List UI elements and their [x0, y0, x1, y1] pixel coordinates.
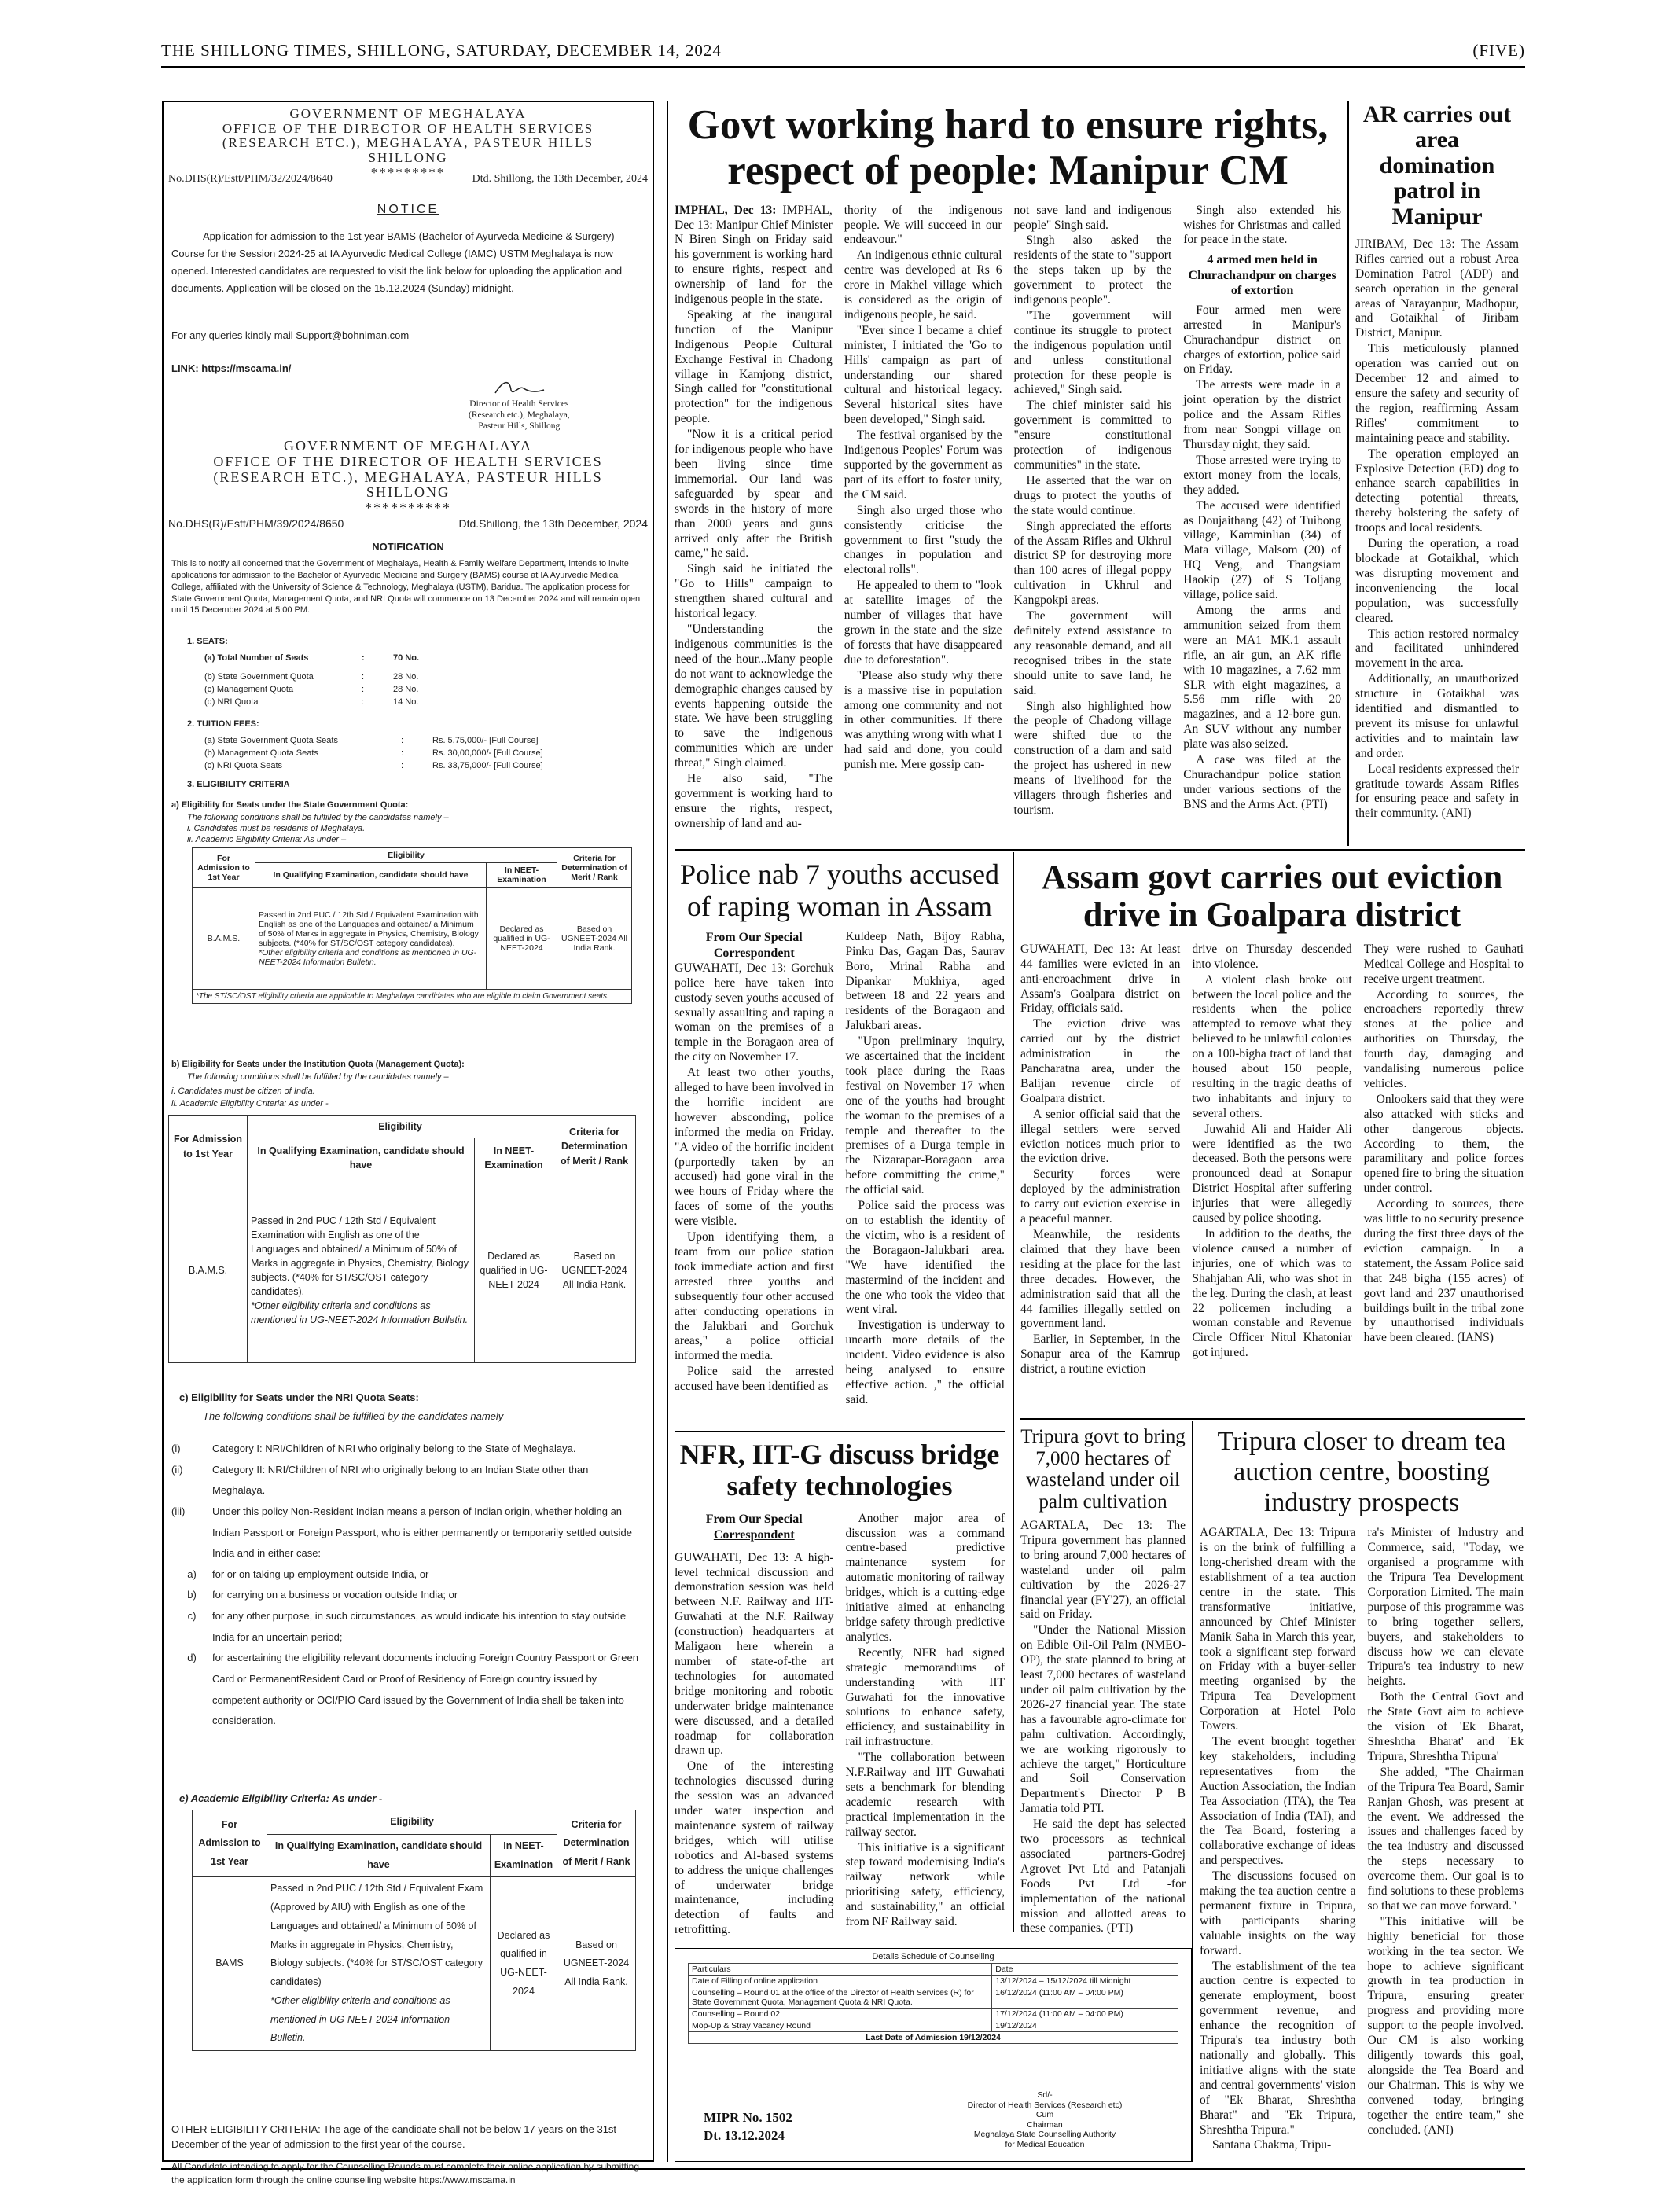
paragraph: Onlookers said that they were also attacked with sticks and other dangerous objects. According to them, the paramilitary and police forces opened fire to bring the situation under control.: [1363, 1092, 1524, 1196]
fee-row: [204, 748, 613, 760]
paragraph: The event brought together key stakeholders, including representatives from the Auction Association, the Indian Tea Association (ITA), the Tea Association of India (TAI), and the Tea Board, fostering a collaborative exchange of ideas and perspectives.: [1200, 1734, 1356, 1868]
mipr-block: [704, 2109, 792, 2145]
qualifying-text: Passed in 2nd PUC / 12th Std / Equivalent Examination with English as one of the Languages and obtained/ a Minimum of 50% of Marks in aggregate in Physics, Chemistry, Biology subjects. (*40% for ST/SC/OST category candidates).: [251, 1215, 469, 1298]
nri-sub-text: for or on taking up employment outside India, or: [212, 1568, 429, 1580]
paragraph: The discussions focused on making the tea auction centre a permanent fixture in Tripura, with participants sharing valuable insights on the way forward.: [1200, 1869, 1356, 1957]
headline: Govt working hard to ensure rights, respect of people: Manipur CM: [687, 102, 1329, 194]
masthead-left: THE SHILLONG TIMES, SHILLONG, SATURDAY, DECEMBER 14, 2024: [161, 41, 722, 60]
fee-amount: Rs. 30,00,000/- [Full Course]: [432, 748, 543, 758]
dateline: IMPHAL, Dec 13:: [675, 203, 777, 217]
nri-sub-item: [171, 1564, 643, 1586]
paragraph: They were rushed to Gauhati Medical College and Hospital to receive urgent treatment.: [1363, 942, 1524, 986]
sign-line: for Medical Education: [1005, 2139, 1085, 2149]
article-column: [1192, 943, 1351, 1378]
col-criteria: Criteria for Determination of Merit / Rank: [553, 1116, 636, 1178]
gov-line: SHILLONG: [368, 150, 448, 166]
other-eligibility: OTHER ELIGIBILITY CRITERIA: The age of the candidate shall not be below 17 years on the 31st December of the year of admission to the first year of the course.: [171, 2123, 617, 2150]
qualifying-cell: [248, 1178, 475, 1363]
nri-sub-num: b): [187, 1589, 197, 1601]
signature-icon: [492, 377, 547, 398]
sign-line: Pasteur Hills, Shillong: [478, 421, 561, 431]
fee-row: [204, 735, 613, 748]
col-criteria: Criteria for Determination of Merit / Rank: [557, 848, 632, 888]
paragraph: He also said, "The government is working hard to ensure the rights, respect, ownership of land and au-: [675, 772, 833, 830]
paragraph: Singh also urged those who consistently criticise the government to first "study the changes in population and electoral rolls".: [844, 503, 1002, 577]
paragraph: Both the Central Govt and the State Govt aim to achieve the vision of 'Ek Bharat, Shreshtha Bharat' and 'Ek Tripura, Shreshtha Tripura': [1367, 1690, 1524, 1763]
nri-item-num: (ii): [171, 1463, 183, 1476]
article-column: [1364, 943, 1524, 1378]
nri-sub-num: a): [187, 1568, 197, 1580]
nri-quota-sub: The following conditions shall be fulfilled by the candidates namely –: [203, 1410, 513, 1422]
ad-signatory: [911, 2090, 1178, 2150]
gov-line: *********: [370, 164, 446, 180]
criteria-cell: Based on UGNEET-2024 All India Rank.: [557, 888, 632, 990]
paragraph: Singh also asked the residents of the state to "support the steps taken up by the government to protect the indigenous people".: [1013, 233, 1172, 307]
paragraph: Earlier, in September, in the Sonapur area of the Kamrup district, a routine eviction: [1020, 1332, 1181, 1377]
section-rule: [675, 1431, 1005, 1432]
notice2-title: NOTIFICATION: [372, 541, 444, 553]
course-cell: B.A.M.S.: [193, 888, 255, 990]
qualifying-text: Passed in 2nd PUC / 12th Std / Equivalent Exam (Approved by AIU) with English as one of the Languages and obtained/ a Minimum of 50% of Marks in aggregate in Physics, Chemistry, Biology subjects. (*40% for ST/SC/OST category candidates): [270, 1883, 483, 1987]
paragraph: During the operation, a road blockade at Gotaikhal, which was disrupting movement and inconveniencing the local population, was successfully cleared.: [1355, 537, 1519, 625]
qualifying-note: *Other eligibility criteria and conditions as mentioned in UG-NEET-2024 Information Bulletin.: [259, 947, 477, 967]
paragraph: JIRIBAM, Dec 13: The Assam Rifles carried out a robust Area Domination Patrol (ADP) and search operation in the general areas of Narayanpur, Madhopur, and Gotaikhal of Jiribam District, Manipur.: [1355, 237, 1519, 340]
paragraph: "Under the National Mission on Edible Oil-Oil Palm (NMEO-OP), the state planned to bring at least 7,000 hectares of wasteland under oil palm cultivation by the 2026-27 financial year. The state has a favourable agro-climate for palm cultivation. Accordingly, we are working rigorously to achieve the target," Horticulture and Soil Conservation Department's Director P B Jamatia told PTI.: [1020, 1623, 1186, 1816]
paragraph: "Please also study why there is a massive rise in population among one community and not in other communities. If there was anything wrong with what I had said and done, you could punish me. Mere gossip can-: [844, 668, 1002, 772]
course-cell: B.A.M.S.: [169, 1178, 248, 1363]
seat-label: (a) Total Number of Seats: [204, 653, 309, 663]
gov-line: SHILLONG: [366, 484, 450, 501]
col-eligibility: Eligibility: [248, 1116, 553, 1138]
article-tripura-oil-palm: [1020, 1426, 1186, 1937]
row-date: 13/12/2024 – 15/12/2024 till Midnight: [992, 1976, 1178, 1987]
notice1-title: NOTICE: [377, 203, 439, 216]
paragraph: This initiative is a significant step toward modernising India's railway network while prioritising safety, efficiency, and sustainability," an official from NF Railway said.: [845, 1840, 1005, 1929]
article-column: [675, 930, 834, 1409]
article-assam-eviction: [1020, 858, 1524, 1378]
article-column: [675, 204, 833, 833]
paragraph: The government will definitely extend assistance to any reasonable demand, and all recognised tribes in the state should unite to save land, he said.: [1013, 609, 1172, 697]
column-rule: [667, 101, 668, 2162]
paragraph: Upon identifying them, a team from our police station took immediate action and first arrested three youths and subsequently four other accused after conducting operations in the Jalukbari and Gorchuk areas," a police official informed the media.: [675, 1230, 834, 1363]
state-quota-i: i. Candidates must be residents of Meghalaya.: [187, 824, 366, 833]
paragraph: An indigenous ethnic cultural centre was developed at Rs 6 crore in Makhel village which is considered as the origin of indigenous people, he said.: [844, 248, 1002, 322]
seat-row: [204, 697, 456, 709]
sign-line: Chairman: [1027, 2119, 1063, 2130]
article-column: [1183, 204, 1341, 833]
byline-line: Correspondent: [713, 1527, 795, 1542]
nri-item-num: (iii): [171, 1505, 186, 1517]
paragraph: The chief minister said his government is committed to "ensure constitutional protection of indigenous communities" in the state.: [1013, 399, 1172, 472]
criteria-cell: Based on UGNEET-2024 All India Rank.: [553, 1178, 636, 1363]
inst-quota-ii: ii. Academic Eligibility Criteria: As under -: [171, 1099, 329, 1108]
nri-sub-item: [171, 1648, 643, 1732]
qualifying-note: *Other eligibility criteria and conditions as mentioned in UG-NEET-2024 Information Bulletin.: [251, 1300, 469, 1326]
qualifying-cell: [267, 1877, 491, 2051]
byline-line: From Our Special: [705, 930, 803, 944]
nri-sub-item: [171, 1585, 643, 1606]
headline: Assam govt carries out eviction drive in Goalpara district: [1041, 858, 1503, 935]
article-police-nab: [675, 858, 1005, 1409]
paragraph: A violent clash broke out between the local police and the residents when the police attempted to remove what they believed to be unlawful colonies on a 100-bigha tract of land that housed about 150 people, resulting in the tragic deaths of two inhabitants and injury to several others.: [1192, 972, 1352, 1120]
paragraph: A case was filed at the Churachandpur police station under various sections of the BNS and the Arms Act. (PTI): [1183, 753, 1341, 811]
paragraph: The festival organised by the Indigenous Peoples' Forum was supported by the government as part of its effort to foster unity, the CM said.: [844, 428, 1002, 502]
qualifying-cell: [255, 888, 487, 990]
paragraph: Additionally, an unauthorized structure in Gotaikhal was identified and dismantled to prevent its misuse for unlawful activities and to maintain law and order.: [1355, 672, 1519, 760]
nri-sub-item: [171, 1606, 643, 1648]
row-particular: Counselling – Round 02: [689, 2009, 992, 2020]
paragraph: Santana Chakma, Tripu-: [1212, 2138, 1332, 2152]
paragraph: Singh appreciated the efforts of the Assam Rifles and Ukhrul district SP for destroying more than 100 acres of illegal poppy cultivation in Ukhrul and Kangpokpi areas.: [1013, 519, 1172, 608]
paragraph: Police said the process was on to establish the identity of the victim, who is a resident of the Boragaon-Jalukbari area. "We have identified the mastermind of the incident and the one who took the video that went viral.: [845, 1199, 1005, 1317]
gov-line: OFFICE OF THE DIRECTOR OF HEALTH SERVICES: [222, 120, 594, 136]
header-date: Date: [992, 1964, 1178, 1976]
inst-quota-heading: b) Eligibility for Seats under the Institution Quota (Management Quota):: [171, 1060, 465, 1069]
paragraph: AGARTALA, Dec 13: The Tripura government has planned to bring around 7,000 hectares of wasteland under oil palm cultivation by the 2026-27 financial year (FY'27), an official said on Friday.: [1020, 1519, 1186, 1622]
nri-item-text: Category II: NRI/Children of NRI who originally belong to an Indian State other than Meghalaya.: [212, 1463, 589, 1497]
paragraph: The accused were identified as Doujaithang (42) of Tuibong village, Kamminlian (34) of Mata village, Malsom (20) of HQ Veng, and Thangsiam Haokip (27) of S Toljang village, police said.: [1183, 498, 1341, 602]
col-qualifying: In Qualifying Examination, candidate should have: [248, 1138, 475, 1178]
paragraph: Investigation is underway to unearth more details of the incident. Video evidence is also being analysed to ensure effective action. ," the official said.: [845, 1318, 1005, 1406]
paragraph: One of the interesting technologies discussed during the session was an advanced under water inspection and maintenance system of railway bridges, which will utilise robotics and AI-based systems to address the unique challenges of underwater bridge maintenance, including detection of faults and retrofitting.: [675, 1759, 834, 1937]
section-rule: [1020, 1418, 1525, 1420]
gov-line: OFFICE OF THE DIRECTOR OF HEALTH SERVICES: [213, 453, 603, 469]
seat-count: 70 No.: [393, 653, 420, 663]
fee-sep: :: [401, 736, 404, 745]
paragraph: A senior official said that the illegal settlers were served eviction notices much prior to the eviction drive.: [1020, 1107, 1181, 1166]
inst-quota-sub: The following conditions shall be fulfilled by the candidates namely –: [187, 1072, 449, 1082]
nri-item: [171, 1460, 643, 1501]
nri-sub-text: for ascertaining the eligibility relevant documents including Foreign Country Passport or Green Card or PermanentResident Card or Proof of Residency of Foreign country issued by competent authority or OCI/PIO Card issued by the Government of India shall be taken into consideration.: [212, 1652, 638, 1727]
eligibility-heading: 3. ELIGIBILITY CRITERIA: [187, 780, 290, 789]
nri-sub-num: c): [187, 1610, 197, 1623]
paragraph: thority of the indigenous people. We will succeed in our endeavour.": [844, 203, 1002, 247]
article-column: [1368, 1526, 1524, 2154]
notice2-body: This is to notify all concerned that the Government of Meghalaya, Health & Family Welfare Department, intends to invite applications for admission to the Bachelor of Ayurvedic Medicine and Surgery (BAMS) course at IA Ayurvedic Medical College, affiliated with the University of Science & Technology, Meghalaya (USTM), Baridua. The application process for State Government Quota, Management Quota, and NRI Quota will commence on 13 December 2024 and will remain open until 15 December 2024 at 5:00 PM.: [171, 559, 641, 616]
notice1-signatory: [469, 399, 570, 432]
seat-label: (d) NRI Quota: [204, 697, 259, 707]
column-rule: [1192, 1421, 1193, 2162]
subheading: 4 armed men held in Churachandpur on charges of extortion: [1188, 253, 1336, 298]
byline: [675, 930, 834, 961]
row-date: 17/12/2024 (11:00 AM – 04:00 PM): [992, 2009, 1178, 2020]
paragraph: Security forces were deployed by the administration to carry out eviction exercise in a peaceful manner.: [1020, 1167, 1181, 1226]
notice1-refline: [168, 171, 648, 187]
paragraph: "Ever since I became a chief minister, I initiated the 'Go to Hills' campaign as part of understanding our shared cultural and historical legacy. Several historical sites have been developed," Singh said.: [844, 323, 1002, 427]
notice1-date: Dtd. Shillong, the 13th December, 2024: [472, 173, 648, 185]
paragraph: GUWAHATI, Dec 13: Gorchuk police here have taken into custody seven youths accused of sexually assaulting and raping a woman on the premises of a temple in the Boragaon area of the city on November 17.: [675, 961, 834, 1064]
paragraph: Meanwhile, the residents claimed that they have been residing at the place for the last three decades. However, the administration said that all the 44 families illegally settled on government land.: [1020, 1228, 1181, 1331]
qualifying-note: *Other eligibility criteria and conditions as mentioned in UG-NEET-2024 Information Bulletin.: [270, 1994, 450, 2044]
paragraph: He asserted that the war on drugs to protect the youths of the state would continue.: [1013, 473, 1172, 517]
notice2-ref: No.DHS(R)/Estt/PHM/39/2024/8650: [168, 517, 344, 530]
paragraph: Speaking at the inaugural function of the Manipur Indigenous People Cultural Exchange Festival in Chadong village in Kamjong district, Singh called for "constitutional protection" for the indigenous people.: [675, 307, 833, 426]
sign-line: Sd/-: [1037, 2090, 1053, 2100]
paragraph: Local residents expressed their gratitude towards Assam Rifles for ensuring peace and safety in their community. (ANI): [1355, 762, 1519, 821]
paragraph: This action restored normalcy and facilitated unhindered movement in the area.: [1355, 627, 1519, 671]
article-column: [1014, 204, 1172, 833]
notice2-date: Dtd.Shillong, the 13th December, 2024: [458, 517, 648, 530]
article-column: [846, 1512, 1005, 1939]
col-neet: In NEET-Examination: [491, 1834, 557, 1877]
paragraph: Those arrested were trying to extort money from the locals, they added.: [1183, 453, 1341, 497]
col-qualifying: In Qualifying Examination, candidate should have: [267, 1834, 491, 1877]
paragraph: "The collaboration between N.F.Railway and IIT Guwahati sets a benchmark for blending academic research with practical implementation in the railway sector.: [845, 1751, 1005, 1839]
byline-line: Correspondent: [713, 946, 795, 960]
notice1-header: [164, 107, 653, 180]
paragraph: Among the arms and ammunition seized from them were an MA1 MK.1 assault rifle, an air gun, an AK rifle with 10 magazines, a 7.62 mm SLR with eight magazines, a 5.56 mm rifle with 20 magazines, and a 12-bore gun. An SUV without any number plate was also seized.: [1183, 603, 1341, 752]
inst-quota-i: i. Candidates must be citizen of India.: [171, 1086, 315, 1096]
paragraph: GUWAHATI, Dec 13: At least 44 families were evicted in an anti-encroachment drive in Assam's Goalpara district on Friday, officials said.: [1020, 942, 1181, 1016]
col-for: For Admission to 1st Year: [193, 1810, 267, 1877]
col-eligibility: Eligibility: [255, 848, 557, 863]
fee-amount: Rs. 5,75,000/- [Full Course]: [432, 736, 539, 745]
table-note: *The ST/SC/OST eligibility criteria are applicable to Meghalaya candidates who are eligible to claim Government seats.: [193, 990, 632, 1004]
paragraph: According to sources, the encroachers reportedly threw stones at the police and authorities on Thursday, the fourth day, damaging and vandalising numerous police vehicles.: [1363, 987, 1524, 1090]
paragraph: The operation employed an Explosive Detection (ED) dog to enhance search capabilities in detecting potential threats, thereby bolstering the safety of troops and local residents.: [1355, 447, 1519, 535]
fee-label: (a) State Government Quota Seats: [204, 736, 338, 745]
column-rule: [1347, 101, 1349, 846]
paragraph: In addition to the deaths, the violence caused a number of injuries, one of which was to Shahjahan Ali, who was shot in the leg. During the clash, at least 22 policemen including a woman constable and Revenue Circle Officer Nitul Khatoniar got injured.: [1192, 1227, 1352, 1360]
notice1-link: LINK: https://mscama.in/: [171, 362, 292, 374]
paragraph: He said the dept has selected two processors as technical associated partners-Godrej Agrovet Pvt Ltd and Patanjali Foods Pvt Ltd -for implementation of the national mission and allotted areas to these companies. (PTI): [1020, 1818, 1186, 1935]
paragraph: Juwahid Ali and Haider Ali were identified as the two deceased. Both the persons were pronounced dead at Sonapur District Hospital after suffering injuries that were allegedly caused by police shooting.: [1192, 1122, 1352, 1226]
paragraph: drive on Thursday descended into violence.: [1192, 942, 1352, 971]
article-column: [1355, 237, 1519, 822]
neet-cell: Declared as qualified in UG-NEET-2024: [491, 1877, 557, 2051]
nri-item: [171, 1501, 643, 1564]
paragraph: IMPHAL, Dec 13: Manipur Chief Minister N Biren Singh on Friday said his government is working hard to ensure rights, respect and ownership of land for the indigenous people in the state.: [675, 203, 833, 307]
sign-line: Cum: [1035, 2110, 1054, 2120]
masthead-page: (FIVE): [1472, 41, 1525, 60]
paragraph: Singh also extended his wishes for Christmas and called for peace in the state.: [1183, 203, 1341, 247]
col-eligibility: Eligibility: [267, 1810, 557, 1835]
notice2-refline: [168, 517, 648, 530]
paragraph: Singh also highlighted how the people of Chadong village were shifted due to the construction of a dam and said the project has ushered in new means of livelihood for the villagers through fisheries and tourism.: [1013, 699, 1172, 817]
seat-row: [204, 671, 456, 684]
state-quota-heading: a) Eligibility for Seats under the State Government Quota:: [171, 800, 409, 810]
paragraph: "Now it is a critical period for indigenous people who have been living since time immemorial. Our land was safeguarded by spear and swords in the history of more than 2000 years and guns arrived only after the British came," he said.: [675, 428, 833, 561]
notice1-body: Application for admission to the 1st year BAMS (Bachelor of Ayurveda Medicine & Surgery) Course for the Session 2024-25 at IA Ayurvedic Medical College (IAMC) USTM Meghalaya is now opened. Interested candidates are requested to visit the link below for uploading the application and documents. Application will be closed on the 15.12.2024 (Sunday) midnight.: [171, 230, 623, 295]
seat-count: 14 No.: [393, 697, 419, 707]
seat-label: (b) State Government Quota: [204, 671, 314, 682]
col-for: For Admission to 1st Year: [169, 1116, 248, 1178]
col-criteria: Criteria for Determination of Merit / Rank: [557, 1810, 636, 1877]
gov-line: GOVERNMENT OF MEGHALAYA: [289, 106, 527, 121]
paragraph: "Understanding the indigenous communities is the need of the hour...Many people do not want to acknowledge the demographic changes caused by events happening outside the state. We have been struggling to save the indigenous communities which are under threat," Singh claimed.: [675, 622, 833, 770]
sign-line: Meghalaya State Counselling Authority: [973, 2130, 1116, 2140]
qualifying-text: Passed in 2nd PUC / 12th Std / Equivalent Examination with English as one of the Languages and obtained/ a Minimum of 50% of Marks in aggregate in Physics, Chemistry, Biology subjects. (*40% for ST/SC/OST category candidates).: [259, 910, 479, 948]
paragraph: AGARTALA, Dec 13: Tripura is on the brink of fulfilling a long-cherished dream with the establishment of a tea auction centre in the state. This transformative initiative, announced by Chief Minister Manik Saha in March this year, took a significant step forward on Friday with a buyer-seller meeting organised by the Tripura Tea Development Corporation at Hotel Polo Towers.: [1200, 1526, 1356, 1733]
seats-list: [204, 652, 456, 709]
fee-label: (c) NRI Quota Seats: [204, 760, 283, 770]
paragraph: The eviction drive was carried out by the district administration in the Pancharatna area, under the Balijan revenue circle of Goalpara district.: [1020, 1017, 1181, 1105]
col-qualifying: In Qualifying Examination, candidate should have: [255, 863, 487, 888]
article-manipur-cm: [675, 102, 1341, 833]
article-column: [846, 930, 1005, 1409]
column-rule: [1013, 852, 1014, 1932]
mipr-number: MIPR No. 1502: [704, 2110, 792, 2125]
mipr-date: Dt. 13.12.2024: [704, 2127, 785, 2143]
paragraph: This meticulously planned operation was carried out on December 12 and aimed to ensure the safety and security of the region, reaffirming Assam Rifles' commitment to maintaining peace and stability.: [1355, 342, 1519, 445]
paragraph: He appealed to them to "look at satellite images of the number of villages that have grown in the state and the size of forests that have disappeared due to deforestation".: [844, 579, 1002, 667]
seat-count: 28 No.: [393, 684, 419, 694]
article-nfr-iitg: [675, 1439, 1005, 1939]
nri-category-list: [171, 1439, 643, 1732]
paragraph: Kuldeep Nath, Bijoy Rabha, Pinku Das, Gagan Das, Saurav Boro, Mrinal Rabha and Dipankar Mukhiya, aged between 18 and 22 years and residents of the Boragaon and Jalukbari areas.: [845, 929, 1005, 1033]
headline: Tripura govt to bring 7,000 hectares of wasteland under oil palm cultivation: [1020, 1426, 1186, 1513]
gov-line: (RESEARCH ETC.), MEGHALAYA, PASTEUR HILLS: [222, 135, 594, 151]
state-quota-ii: ii. Academic Eligibility Criteria: As under –: [187, 835, 347, 844]
seat-count: 28 No.: [393, 671, 419, 682]
paragraph: At least two other youths, alleged to have been involved in the horrific incident are however absconding, police informed the media on Friday. "A video of the horrific incident (purportedly taken by an accused) had gone viral in the wee hours of Friday where the faces of some of the youths were visible.: [675, 1066, 834, 1229]
eligibility-table-state: [192, 847, 632, 1004]
seat-row: [204, 684, 456, 697]
notice2-header: [164, 439, 653, 516]
paragraph: Recently, NFR had signed strategic memorandums of understanding with IIT Guwahati for the innovative solutions to enhance safety, efficiency, and sustainability in rail infrastructure.: [845, 1645, 1005, 1749]
government-notice-advertisement: [162, 101, 654, 2186]
article-column: [1020, 943, 1180, 1378]
nri-sub-text: for carrying on a business or vocation outside India; or: [212, 1589, 458, 1601]
row-particular: Date of Filling of online application: [689, 1976, 992, 1987]
seat-row: [204, 652, 456, 665]
fee-sep: :: [401, 760, 404, 770]
nri-academic-heading: e) Academic Eligibility Criteria: As under -: [179, 1792, 383, 1804]
fees-heading: 2. TUITION FEES:: [187, 719, 259, 729]
byline: [675, 1512, 834, 1543]
masthead: [161, 41, 1525, 63]
nri-item-text: Category I: NRI/Children of NRI who originally belong to the State of Meghalaya.: [212, 1443, 576, 1454]
headline: NFR, IIT-G discuss bridge safety technologies: [679, 1439, 1000, 1502]
top-rule: [161, 66, 1525, 68]
paragraph: "Upon preliminary inquiry, we ascertained that the incident took place during the Raas festival on November 17 when one of the youths had brought the woman to the premises of a temple and thereafter to the premises of a Durga temple in the Nizarapar-Boragaon area before committing the crime," the official said.: [845, 1035, 1005, 1197]
counselling-table: [688, 1963, 1178, 2044]
online-application-note: All Candidate intending to apply for the Counselling Rounds must complete their online application by submitting the application form through the online counselling website https://www.mscama.in: [171, 2161, 640, 2186]
col-neet: In NEET-Examination: [475, 1138, 553, 1178]
seat-sep: :: [362, 697, 365, 707]
row-particular: Mop-Up & Stray Vacancy Round: [689, 2020, 992, 2032]
paragraph: Four armed men were arrested in Manipur's Churachandpur district on charges of extortion, police said on Friday.: [1183, 303, 1341, 377]
section-rule: [675, 849, 1525, 851]
article-tripura-tea: [1200, 1426, 1524, 2154]
sign-line: (Research etc.), Meghalaya,: [469, 410, 570, 420]
gov-line: **********: [365, 500, 451, 516]
byline-line: From Our Special: [705, 1512, 803, 1526]
notice1-queries: For any queries kindly mail Support@bohniman.com: [171, 329, 410, 341]
nri-item-text: Under this policy Non-Resident Indian means a person of Indian origin, whether holding an Indian Passport or Foreign Passport, who is either permanently or temporarily settled outside India and in either case:: [212, 1505, 632, 1560]
article-column: [1200, 1526, 1356, 2154]
seat-sep: :: [362, 653, 365, 663]
nri-item: [171, 1439, 643, 1460]
nri-quota-heading: c) Eligibility for Seats under the NRI Quota Seats:: [179, 1391, 419, 1403]
fee-label: (b) Management Quota Seats: [204, 748, 318, 758]
paragraph: The establishment of the tea auction centre is expected to generate employment, boost government revenue, and enhance the recognition of Tripura's tea industry both nationally and globally. This initiative aligns with the state and central governments' vision of "Ek Bharat, Shreshtha Bharat" and "Ek Tripura, Shreshtha Tripura.": [1200, 1959, 1356, 2137]
paragraph: She added, "The Chairman of the Tripura Tea Board, Samir Ranjan Ghosh, was present at the event. We addressed the issues and challenges faced by the tea industry and discussed the steps necessary to overcome them. Our goal is to find solutions to these problems so that we can move forward.": [1367, 1765, 1524, 1913]
seats-heading: 1. SEATS:: [187, 637, 228, 646]
gov-line: (RESEARCH ETC.), MEGHALAYA, PASTEUR HILLS: [213, 469, 603, 485]
sign-line: Director of Health Services: [469, 399, 569, 409]
sign-line: Director of Health Services (Research etc): [967, 2100, 1123, 2110]
seat-sep: :: [362, 671, 365, 682]
article-column: [844, 204, 1002, 833]
paragraph: The arrests were made in a joint operation by the district police and the Assam Rifles from near Songpi village on Thursday night, they said.: [1183, 378, 1341, 452]
headline: Police nab 7 youths accused of raping woman in Assam: [680, 858, 999, 923]
headline: AR carries out area domination patrol in Manipur: [1362, 101, 1512, 230]
state-quota-sub: The following conditions shall be fulfilled by the candidates namely –: [187, 813, 449, 822]
article-column: [1020, 1519, 1186, 1936]
nri-item-num: (i): [171, 1443, 181, 1454]
fee-amount: Rs. 33,75,000/- [Full Course]: [432, 760, 543, 770]
header-particulars: Particulars: [689, 1964, 992, 1976]
article-ar-patrol: [1355, 102, 1519, 822]
col-for: For Admission to 1st Year: [193, 848, 255, 888]
gov-line: GOVERNMENT OF MEGHALAYA: [283, 438, 533, 454]
nri-sub-text: for any other purpose, in such circumstances, as would indicate his intention to stay outside India for an uncertain period;: [212, 1610, 627, 1643]
fees-list: [204, 735, 613, 773]
last-date: Last Date of Admission 19/12/2024: [689, 2032, 1178, 2044]
ad-title: Details Schedule of Counselling: [872, 1952, 994, 1961]
col-neet: In NEET-Examination: [487, 863, 557, 888]
fee-sep: :: [401, 748, 404, 758]
criteria-cell: Based on UGNEET-2024 All India Rank.: [557, 1877, 636, 2051]
row-date: 16/12/2024 (11:00 AM – 04:00 PM): [992, 1987, 1178, 2009]
headline: Tripura closer to dream tea auction centre, boosting industry prospects: [1217, 1427, 1506, 1518]
counselling-schedule-ad: [675, 1948, 1192, 2162]
seat-label: (c) Management Quota: [204, 684, 294, 694]
paragraph: "This initiative will be highly beneficial for those working in the tea sector. We hope to achieve significant growth in tea production in Tripura, ensuring greater progress and providing more support to the people involved. Our CM is also working diligently towards this goal, alongside the Tea Board and our Chairman. This is why we convened today, bringing together the entire team," she concluded. (ANI): [1367, 1914, 1524, 2137]
eligibility-table-nri: [192, 1810, 636, 2051]
neet-cell: Declared as qualified in UG-NEET-2024: [475, 1178, 553, 1363]
notice1-ref: No.DHS(R)/Estt/PHM/32/2024/8640: [168, 173, 333, 185]
paragraph: "The government will continue its struggle to protect the indigenous population until and unless constitutional protection for these people is achieved," Singh said.: [1013, 308, 1172, 397]
paragraph: Another major area of discussion was a command centre-based predictive maintenance system for automatic monitoring of railway bridges, which is a cutting-edge initiative aimed at enhancing bridge safety through predictive analytics.: [845, 1511, 1005, 1644]
eligibility-table-institution: [168, 1115, 636, 1363]
course-cell: BAMS: [193, 1877, 267, 2051]
paragraph: According to sources, there was little to no security presence during the first three days of the eviction campaign. In a statement, the Assam Police said that 248 bigha (155 acres) of govt land and 237 unauthorised buildings built in the tribal zone by unauthorised individuals have been cleared. (IANS): [1363, 1197, 1524, 1345]
paragraph: GUWAHATI, Dec 13: A high-level technical discussion and demonstration session was held between N.F. Railway and IIT-Guwahati at the N.F. Railway (construction) headquarters at Maligaon here wherein a number of state-of-the art technologies for automated bridge monitoring and robotic underwater bridge maintenance were discussed, and a detailed roadmap for collaboration drawn up.: [675, 1550, 834, 1758]
seat-sep: :: [362, 684, 365, 694]
fee-row: [204, 760, 613, 773]
paragraph: ra's Minister of Industry and Commerce, said, "Today, we organised a programme with the Tripura Tea Development Corporation Limited. The main purpose of this programme was to bring together sellers, buyers, and stakeholders to discuss how we can elevate Tripura's tea industry to new heights.: [1367, 1526, 1524, 1689]
paragraph: Police said the arrested accused have been identified as: [675, 1365, 834, 1394]
row-date: 19/12/2024: [992, 2020, 1178, 2032]
paragraph: Singh said he initiated the "Go to Hills" campaign to strengthen shared cultural and historical legacy.: [675, 562, 833, 621]
paragraph: not save land and indigenous people" Singh said.: [1013, 203, 1172, 232]
row-particular: Counselling – Round 01 at the office of the Director of Health Services (R) for State Government Quota, Management Quota & NRI Quota.: [689, 1987, 992, 2009]
nri-sub-num: d): [187, 1652, 197, 1664]
article-column: [675, 1512, 834, 1939]
neet-cell: Declared as qualified in UG-NEET-2024: [487, 888, 557, 990]
